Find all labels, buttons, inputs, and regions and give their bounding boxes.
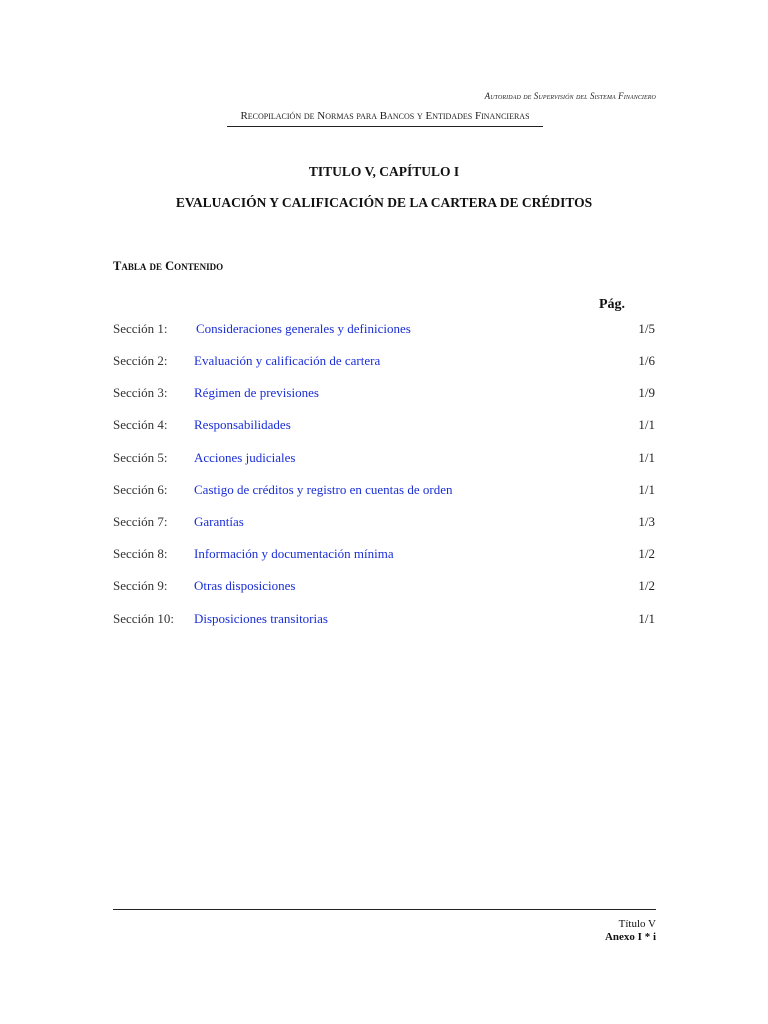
section-number: Sección 9: [113,578,168,593]
page-number: 1/9 [638,385,655,400]
toc-row [113,514,655,532]
toc-link[interactable]: Régimen de previsiones [194,385,319,400]
toc-row [113,611,655,629]
section-number: Sección 5: [113,450,168,465]
toc-link[interactable]: Acciones judiciales [194,450,296,465]
toc-link[interactable]: Responsabilidades [194,417,291,432]
footer-title: Título V [618,918,656,930]
toc-row [113,353,655,371]
toc-row [113,578,655,596]
toc-row [113,321,655,339]
page-number: 1/1 [638,482,655,497]
page-number: 1/1 [638,611,655,626]
section-number: Sección 10: [113,611,175,626]
page-number: 1/2 [638,546,655,561]
section-number: Sección 3: [113,385,168,400]
toc-link[interactable]: Garantías [194,514,244,529]
page-number: 1/1 [638,450,655,465]
page-number: 1/1 [638,417,655,432]
document-title: TITULO V, CAPÍTULO I [308,164,460,179]
page-number: 1/5 [638,321,655,336]
toc-row [113,450,655,468]
toc-link[interactable]: Consideraciones generales y definiciones [196,321,411,336]
footer-annex: Anexo I * i [604,931,656,943]
toc-heading: Tabla de Contenido [113,259,224,273]
agency-header: Autoridad de Supervisión del Sistema Financiero [484,91,656,101]
section-number: Sección 8: [113,546,168,561]
toc-link[interactable]: Evaluación y calificación de cartera [194,353,381,368]
toc-link[interactable]: Disposiciones transitorias [194,611,328,626]
section-number: Sección 4: [113,417,168,432]
page-number: 1/2 [638,578,655,593]
toc-row [113,482,655,500]
collection-header: Recopilación de Normas para Bancos y Entidades Financieras [227,110,543,127]
toc-row [113,546,655,564]
section-number: Sección 2: [113,353,168,368]
toc-row [113,385,655,403]
section-number: Sección 1: [113,321,168,336]
page-column-header: Pág. [599,297,626,312]
document-subtitle: EVALUACIÓN Y CALIFICACIÓN DE LA CARTERA DE CRÉDITOS [175,195,593,210]
page-number: 1/3 [638,514,655,529]
section-number: Sección 6: [113,482,168,497]
toc-link[interactable]: Castigo de créditos y registro en cuentas de orden [194,482,453,497]
toc-row [113,417,655,435]
toc-link[interactable]: Información y documentación mínima [194,546,394,561]
section-number: Sección 7: [113,514,168,529]
page-number: 1/6 [638,353,655,368]
footer-divider [113,909,656,910]
toc-link[interactable]: Otras disposiciones [194,578,296,593]
